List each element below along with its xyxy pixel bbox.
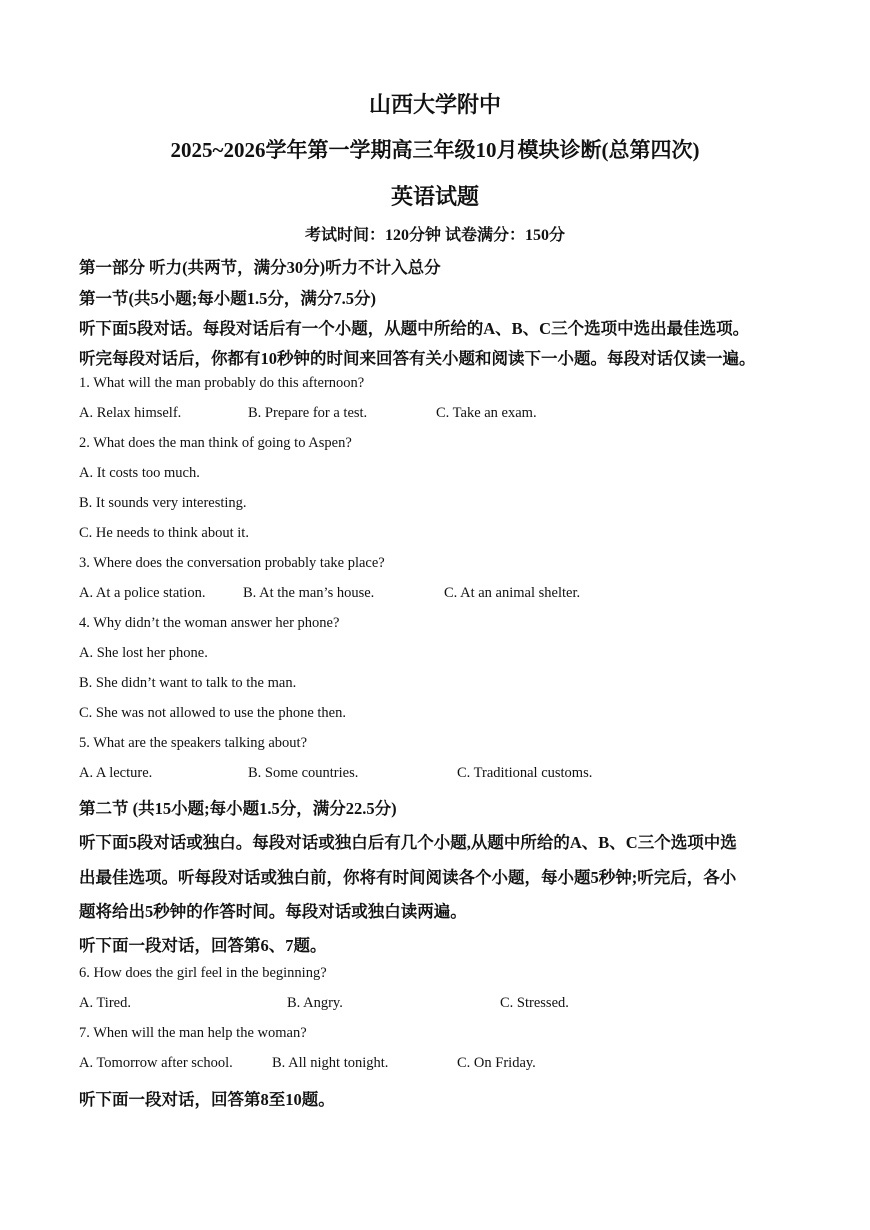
option-a: A. Relax himself. xyxy=(79,405,182,421)
option-c: C. She was not allowed to use the phone then. xyxy=(79,705,346,721)
option-a: A. Tomorrow after school. xyxy=(79,1055,233,1071)
option-a: A. It costs too much. xyxy=(79,465,200,481)
section2-heading: 第二节 (共15小题;每小题1.5分，满分22.5分) xyxy=(79,799,397,818)
question: 1. What will the man probably do this afternoon? xyxy=(79,375,365,391)
option-b: B. All night tonight. xyxy=(272,1055,389,1071)
question: 3. Where does the conversation probably take place? xyxy=(79,555,385,571)
exam-title: 2025~2026学年第一学期高三年级10月模块诊断(总第四次) xyxy=(170,138,700,162)
section1-instruction: 听完每段对话后，你都有10秒钟的时间来回答有关小题和阅读下一小题。每段对话仅读一遍。 xyxy=(79,349,756,368)
option-c: C. At an animal shelter. xyxy=(444,585,581,601)
question: 2. What does the man think of going to Aspen? xyxy=(79,435,352,451)
group-heading: 听下面一段对话，回答第8至10题。 xyxy=(79,1090,335,1109)
part1-heading: 第一部分 听力(共两节，满分30分)听力不计入总分 xyxy=(79,258,441,277)
option-a: A. Tired. xyxy=(79,995,131,1011)
question: 5. What are the speakers talking about? xyxy=(79,735,308,751)
option-b: B. She didn’t want to talk to the man. xyxy=(79,675,297,691)
section1-instruction: 听下面5段对话。每段对话后有一个小题，从题中所给的A、B、C三个选项中选出最佳选项。 xyxy=(79,319,750,338)
option-c: C. He needs to think about it. xyxy=(79,525,249,541)
option-b: B. Some countries. xyxy=(248,765,359,781)
subject-title: 英语试题 xyxy=(390,184,479,209)
option-b: B. Angry. xyxy=(287,995,343,1011)
section2-instruction: 听下面5段对话或独白。每段对话或独白后有几个小题,从题中所给的A、B、C三个选项中选 xyxy=(79,833,737,852)
option-b: B. At the man’s house. xyxy=(243,585,375,601)
option-a: A. A lecture. xyxy=(79,765,153,781)
option-c: C. Take an exam. xyxy=(436,405,537,421)
option-a: A. She lost her phone. xyxy=(79,645,208,661)
exam-meta: 考试时间：120分钟 试卷满分：150分 xyxy=(304,227,565,244)
option-c: C. Traditional customs. xyxy=(457,765,593,781)
option-c: C. On Friday. xyxy=(457,1055,536,1071)
section2-instruction: 出最佳选项。听每段对话或独白前，你将有时间阅读各个小题，每小题5秒钟;听完后，各小 xyxy=(79,868,737,887)
section1-heading: 第一节(共5小题;每小题1.5分，满分7.5分) xyxy=(79,289,376,308)
option-b: B. It sounds very interesting. xyxy=(79,495,247,511)
section2-instruction: 题将给出5秒钟的作答时间。每段对话或独白读两遍。 xyxy=(79,902,467,921)
question: 6. How does the girl feel in the beginning? xyxy=(79,965,327,981)
option-b: B. Prepare for a test. xyxy=(248,405,368,421)
option-a: A. At a police station. xyxy=(79,585,206,601)
question: 7. When will the man help the woman? xyxy=(79,1025,307,1041)
option-c: C. Stressed. xyxy=(500,995,569,1011)
group-heading: 听下面一段对话，回答第6、7题。 xyxy=(79,936,327,955)
question: 4. Why didn’t the woman answer her phone? xyxy=(79,615,340,631)
school-name: 山西大学附中 xyxy=(368,92,501,117)
